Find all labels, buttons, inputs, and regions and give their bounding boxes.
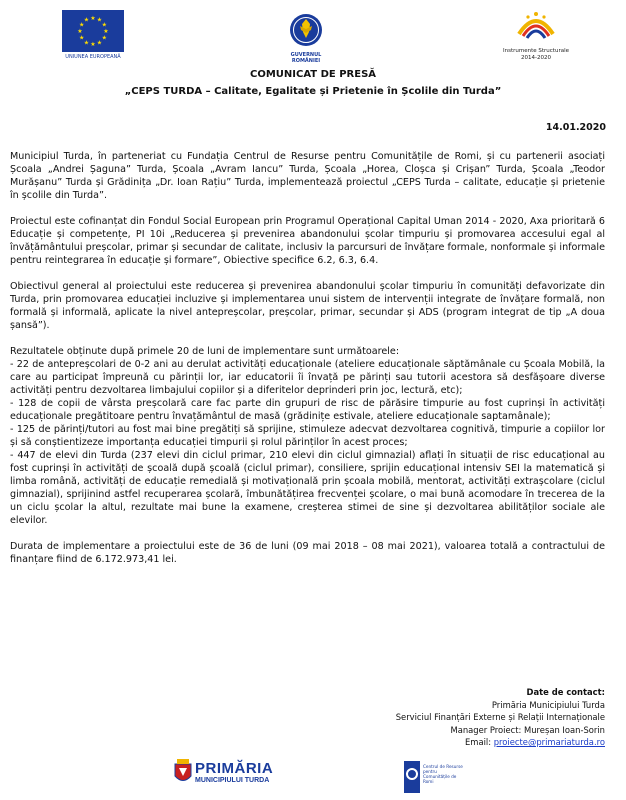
eu-star-icon: ★ [103,28,109,35]
crcr-logo [403,758,463,798]
contact-block [396,686,605,749]
eu-flag-icon [62,10,124,52]
contact-email-line [396,736,605,749]
eu-star-icon: ★ [101,21,107,29]
eu-logo [62,10,124,60]
eu-star-icon: ★ [96,39,103,47]
paragraph-results: Rezultatele obținute după primele 20 de luni de implementare sunt următoarele: - 22 de antepreșcolari de 0-2 ani au derulat activități educaționale (ateliere educaționale săptămânale cu Școala Mobilă, la care au participat împreună cu părinții lor, iar educatorii îi învață pe părinți sau tutorii acestora să desfășoare diverse activități pentru dezvoltarea limbajului copiilor și a diferitelor deprinderi prin joc, lectură, etc); - 128 de copii de vârsta preșcolară care fac parte din grupuri de risc de părăsire timpurie au fost cuprinși în activități educaționale pregătitoare pentru învațământul de masă (grădinițe estivale, ateliere educaționale saptamânale); - 125 de părinți/tutori au fost mai bine pregătiți să sprijine, stimuleze adecvat dezvoltarea cognitivă, timpurie a copiilor lor și să conștientizeze importanța educației timpurii și rolul părinților în acest proces; - 447 de elevi din Turda (237 elevi din ciclul primar, 210 elevi din ciclul gimnazial) aflați în situații de risc educațional au fost cuprinși în activități de școală după școală (ciclul primar), consiliere, sprijin educațional intensiv SEI la matematică și limba română, activități de educație remedială și motivațională prin școala mobilă, mentorat, activități extrașcolare (ciclul gimnazial), sprijinind astfel recuperarea școlară, îmbunătățirea frecvenței școlare, o mai bună acomodare în trecerea de la un ciclu școlar la altul, rezultate mai bune la examene, creșterea stimei de sine și dezvoltarea abilităților sociale ale elevilor. [10,346,605,526]
structural-instruments-caption: Instrumente Structurale [503,48,569,54]
structural-instruments-icon [513,4,559,44]
eu-caption: UNIUNEA EUROPEANĂ [65,54,121,60]
eu-star-icon: ★ [79,34,85,42]
document-title: COMUNICAT DE PRESĂ [249,69,377,80]
eu-star-icon: ★ [90,41,96,48]
turda-coat-of-arms-icon [173,758,193,786]
government-caption-line1: GUVERNUL [290,52,322,58]
paragraph-objective: Obiectivul general al proiectului este reducerea și prevenirea abandonului școlar timpuriu în comunități defavorizate din Turda, prin promovarea educației incluzive și implementarea unui sistem de intervenții integrate de învățare formală, non formală și informală, aplicate la nivel antepreșcolar, preșcolar, primar, secundar și ADS (program integrat de tip „A doua șansă”). [10,281,605,331]
structural-instruments-logo [496,4,576,62]
contact-organization: Primăria Municipiului Turda [491,699,605,710]
eu-star-icon: ★ [79,21,85,29]
document-subtitle: „CEPS TURDA – Calitate, Egalitate și Prietenie în Școlile din Turda” [124,86,502,97]
structural-instruments-years: 2014-2020 [521,55,551,61]
paragraph-funding: Proiectul este cofinanțat din Fondul Social European prin Programul Operațional Capital Uman 2014 - 2020, Axa prioritară 6 Educație și competențe, PI 10i „Reducerea și prevenirea abandonului școlar timpuriu și promovarea accesului egal al învățământului preșcolar, primar și secundar de calitate, inclusiv la parcursuri de învățare formale, nonformale și informale pentru reintegrarea în educație și formare”, Obiective specifice 6.2, 6.3, 6.4. [10,216,605,266]
eu-star-icon: ★ [101,34,107,42]
document-date: 14.01.2020 [545,122,606,133]
contact-department: Serviciul Finanțări Externe și Relații Internaționale [395,712,605,722]
government-logo [288,12,324,64]
eu-star-icon: ★ [90,15,96,22]
eu-star-icon: ★ [77,28,83,35]
paragraph-duration: Durata de implementare a proiectului este de 36 de luni (09 mai 2018 – 08 mai 2021), valoarea totală a contractului de finanțare fiind de 6.172.973,41 lei. [10,541,605,565]
primaria-subtitle: MUNICIPIULUI TURDA [195,777,270,784]
primaria-logo [173,758,283,794]
eu-star-icon: ★ [83,16,90,24]
contact-manager: Manager Proiect: Mureșan Ioan-Sorin [450,724,605,735]
government-caption-line2: ROMÂNIEI [291,58,321,64]
eu-star-icon: ★ [96,16,103,24]
contact-email-label: Email: [465,737,494,747]
contact-email-link[interactable]: proiecte@primariaturda.ro [493,737,605,747]
government-seal-icon [288,12,324,48]
crcr-caption: Centrul de Resurse pentru Comunitățile de Romi [423,764,463,784]
eu-star-icon: ★ [83,39,90,47]
crcr-icon [403,760,421,794]
primaria-title: PRIMĂRIA [195,760,274,777]
paragraph-partnership: Municipiul Turda, în parteneriat cu Fundația Centrul de Resurse pentru Comunitățile de Romi, și cu partenerii asociați Școala „Andrei Șaguna” Turda, Școala „Avram Iancu” Turda, Școala „Horea, Cloșca și Crișan” Turda, Școala „Teodor Murășanu” Turda și Grădinița „Dr. Ioan Rațiu” Turda, implementează proiectul „CEPS Turda – calitate, educație și prietenie în școlile din Turda”. [10,151,605,201]
contact-title: Date de contact: [526,687,605,697]
document-body [10,150,605,579]
logo-row [0,0,626,70]
